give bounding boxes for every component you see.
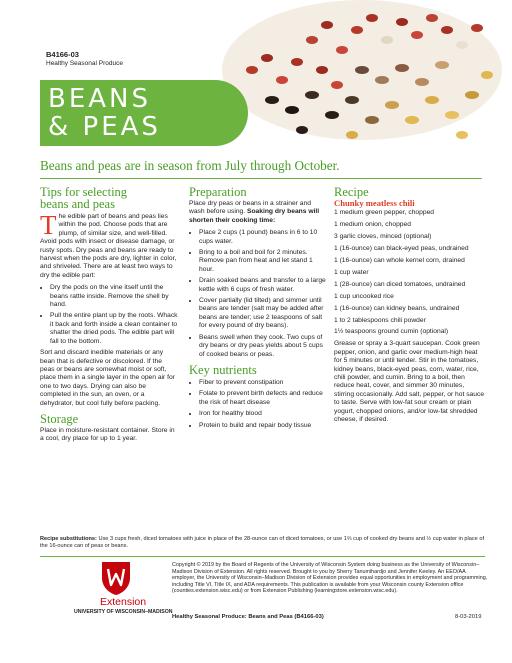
substitutions-text: Use 3 cups fresh, diced tomatoes with juice in place of the 28-ounce can of diced tomatoes, or use 1⅔ cup of cooked dry beans and ½ cup water in place of the 16-ounce can of peas or beans. (40, 536, 485, 550)
preparation-intro (189, 200, 326, 225)
nutrients-list (189, 379, 326, 430)
nutrients-heading: Key nutrients (189, 362, 257, 377)
recipe-substitutions (40, 536, 485, 551)
publication-title: Healthy Seasonal Produce: Beans and Peas (B4166-03) (172, 614, 324, 620)
preparation-heading: Preparation (189, 185, 247, 199)
tips-heading (40, 186, 178, 210)
title-line-1: BEANS (48, 84, 152, 114)
tips-intro-text: he edible part of beans and peas lies within the pod. Choose pods that are plump, of similar size, and well-filled. Avoid pods with insect or disease damage, or rusty spots. Dry peas and beans are ready to harvest when the pods are dry, lighter in color, and shriveled. There are at least two ways to dry the edible part: (40, 213, 177, 279)
preparation-intro-bold: Soaking dry beans will shorten their cooking time: (189, 208, 320, 224)
extension-logo-word: Extension (100, 596, 147, 608)
ingredient: 1 cup water (334, 268, 369, 276)
recipe-column (334, 186, 486, 428)
copyright-notice: Copyright © 2019 by the Board of Regents of the University of Wisconsin System doing business as the University of Wisconsin–Madison Division of Extension. All rights reserved. Brought to you by Sherry Tanumihardjo and Jennifer Keeley. An EEO/AA employer, the University of Wisconsin–Madison Division of Extension provides equal opportunities in employment and programming, including Title VI, Title IX, and ADA requirements. This publication is available from your Wisconsin county Extension office (counties.extension.wisc.edu) or from Extension Publishing (learningstore.extension.wisc.edu). (172, 562, 488, 595)
series-name: Healthy Seasonal Produce (46, 60, 123, 67)
preparation-steps (189, 229, 326, 359)
tips-bullets (40, 284, 178, 346)
list-item: • Pull the entire plant up by the roots. Whack it back and forth inside a clean container to shatter the dried pods. The edible part will fall to the bottom. (50, 312, 178, 346)
publication-date: 8-03-2019 (455, 614, 482, 620)
preparation-column (189, 186, 326, 433)
list-item: • Iron for healthy blood (199, 410, 326, 418)
preparation-intro-text: Place dry peas or beans in a strainer and wash before using. (189, 200, 311, 216)
recipe-heading: Recipe (334, 185, 369, 199)
ingredient: 1 (28-ounce) can diced tomatoes, undrained (334, 280, 466, 288)
ingredient: 3 garlic cloves, minced (optional) (334, 233, 432, 241)
ingredient: 1½ teaspoons ground cumin (optional) (334, 328, 449, 336)
ingredient: 1 medium onion, chopped (334, 221, 411, 229)
university-name: UNIVERSITY OF WISCONSIN–MADISON (74, 609, 173, 615)
list-item: • Bring to a boil and boil for 2 minutes. Remove pan from heat and let stand 1 hour. (199, 249, 326, 274)
title-line-2: & PEAS (48, 112, 161, 142)
storage-text: Place in moisture-resistant container. Store in a cool, dry place for up to 1 year. (40, 426, 175, 443)
footer-divider (40, 556, 485, 557)
publication-code: B4166-03 (46, 50, 79, 59)
list-item: • Cover partially (lid tilted) and simmer until beans are tender (salt may be added after beans are tender; use 2 teaspoons of salt for every pound of dry beans). (199, 297, 326, 331)
ingredient: 1 to 2 tablespoons chili powder (334, 316, 426, 324)
recipe-directions: Grease or spray a 3-quart saucepan. Cook green pepper, onion, and garlic over medium-high heat for 5 minutes or until tender. Stir in the tomatoes, kidney beans, black-eyed peas, corn, water, rice, chili powder, and cumin. Bring to a boil, then reduce heat, cover, and simmer 30 minutes, stirring occasionally. Add salt, pepper, or hot sauce to taste. Serve with low-fat sour cream or plain yogurt, chopped onions, and/or low-fat shredded cheese, if desired. (334, 340, 485, 424)
list-item: • Dry the pods on the vine itself until the beans rattle inside. Remove the shell by hand. (50, 284, 178, 309)
tips-after: Sort and discard inedible materials or any bean that is defective or discolored. If the peas or beans are somewhat moist or soft, place them in a single layer in the open air for one to two days. Drying can also be completed in the sun, an oven, or a dehydrator, but cool fully before packing. (40, 349, 175, 407)
ingredient: 1 medium green pepper, chopped (334, 209, 435, 217)
uw-crest-icon (96, 560, 136, 596)
dropcap: T (40, 210, 57, 240)
season-headline: Beans and peas are in season from July through October. (40, 158, 340, 173)
ingredient: 1 cup uncooked rice (334, 292, 394, 300)
recipe-name: Chunky meatless chili (334, 198, 415, 208)
tips-column (40, 186, 178, 444)
ingredient: 1 (16-ounce) can whole kernel corn, drained (334, 257, 465, 265)
divider (40, 178, 482, 179)
beans-photo (212, 0, 512, 155)
ingredient: 1 (16-ounce) can black-eyed peas, undrained (334, 245, 469, 253)
storage-heading: Storage (40, 411, 79, 426)
title-banner (40, 80, 248, 146)
tips-heading-line-2: beans and peas (40, 197, 115, 211)
list-item: • Place 2 cups (1 pound) beans in 6 to 10 cups water. (199, 229, 326, 246)
list-item: • Beans swell when they cook. Two cups of dry beans or dry peas yields about 5 cups of cooked beans or peas. (199, 334, 326, 359)
list-item: • Fiber to prevent constipation (199, 379, 326, 387)
bean-pile (222, 0, 502, 140)
list-item: • Protein to build and repair body tissue (199, 422, 326, 430)
ingredient: 1 (16-ounce) can kidney beans, undrained (334, 304, 460, 312)
substitutions-label: Recipe substitutions: (40, 536, 97, 542)
tips-intro (40, 210, 178, 280)
tips-heading-line-1: Tips for selecting (40, 185, 128, 199)
list-item: • Drain soaked beans and transfer to a large kettle with 6 cups of fresh water. (199, 277, 326, 294)
list-item: • Folate to prevent birth defects and reduce the risk of heart disease (199, 390, 326, 407)
